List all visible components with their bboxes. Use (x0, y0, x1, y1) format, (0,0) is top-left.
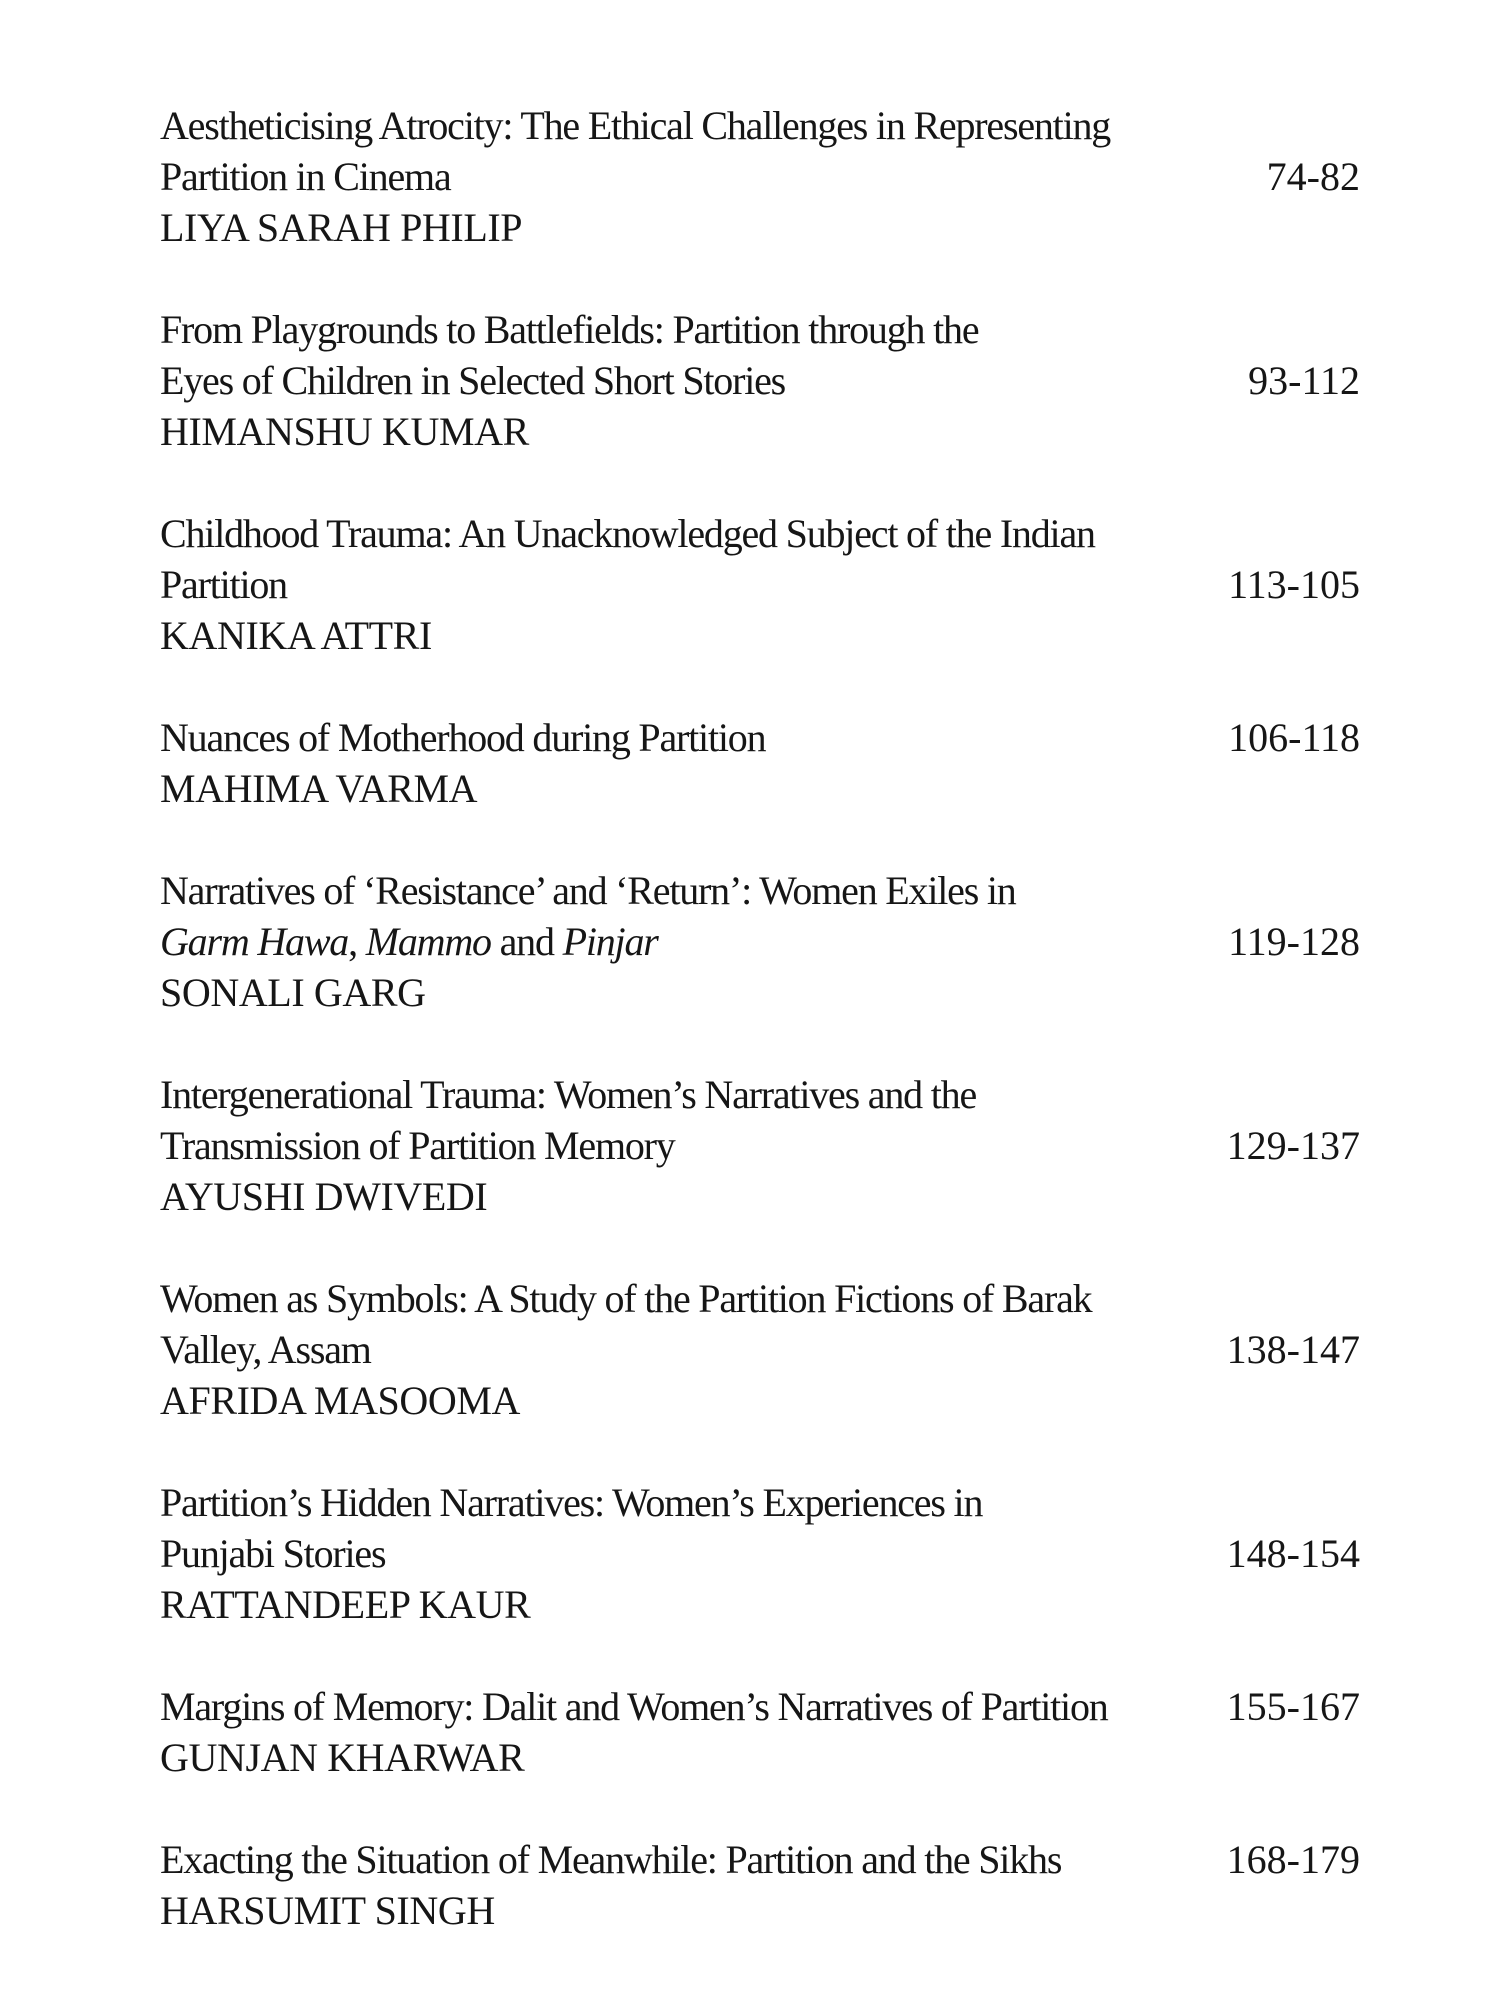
film-title: Garm Hawa (160, 919, 349, 964)
film-title: Pinjar (562, 919, 658, 964)
toc-entry (160, 1069, 1360, 1222)
toc-entry (160, 1681, 1360, 1783)
entry-author: AFRIDA MASOOMA (160, 1378, 521, 1423)
entry-title-line: Punjabi Stories (160, 1531, 386, 1576)
entry-author: SONALI GARG (160, 970, 426, 1015)
entry-title-line: Partition in Cinema (160, 154, 451, 199)
entry-title-line (160, 916, 1360, 967)
entry-page-range: 106-118 (1228, 715, 1360, 760)
entry-title-line: Women as Symbols: A Study of the Partition Fictions of Barak (160, 1276, 1092, 1321)
entry-author: MAHIMA VARMA (160, 766, 478, 811)
entry-author: LIYA SARAH PHILIP (160, 205, 523, 250)
toc-entry (160, 865, 1360, 1018)
entry-title-line: From Playgrounds to Battlefields: Partition through the (160, 307, 979, 352)
entry-title-line: Nuances of Motherhood during Partition (160, 715, 766, 760)
entry-page-range: 129-137 (1226, 1123, 1360, 1168)
entry-author: AYUSHI DWIVEDI (160, 1174, 488, 1219)
toc-entry (160, 100, 1360, 253)
entry-title-line: Partition’s Hidden Narratives: Women’s Experiences in (160, 1480, 983, 1525)
title-conjunction: and (490, 919, 563, 964)
entry-author: HARSUMIT SINGH (160, 1888, 495, 1933)
entry-title-line: Partition (160, 562, 287, 607)
entry-author: GUNJAN KHARWAR (160, 1735, 525, 1780)
entry-page-range: 119-128 (1228, 919, 1360, 964)
entry-page-range: 155-167 (1226, 1684, 1360, 1729)
toc-entry (160, 1477, 1360, 1630)
entry-page-range: 93-112 (1248, 358, 1360, 403)
entry-page-range: 148-154 (1226, 1531, 1360, 1576)
entry-title-line: Eyes of Children in Selected Short Stories (160, 358, 786, 403)
entry-title-line: Margins of Memory: Dalit and Women’s Narratives of Partition (160, 1684, 1108, 1729)
toc-entry (160, 304, 1360, 457)
entry-title-line: Narratives of ‘Resistance’ and ‘Return’: Women Exiles in (160, 868, 1016, 913)
entry-title-line: Aestheticising Atrocity: The Ethical Challenges in Representing (160, 103, 1111, 148)
entry-title-line: Childhood Trauma: An Unacknowledged Subject of the Indian (160, 511, 1095, 556)
entry-author: KANIKA ATTRI (160, 613, 432, 658)
entry-page-range: 168-179 (1226, 1837, 1360, 1882)
entry-title-line: Intergenerational Trauma: Women’s Narratives and the (160, 1072, 976, 1117)
entry-page-range: 138-147 (1226, 1327, 1360, 1372)
film-title: Mammo (365, 919, 491, 964)
toc-entry (160, 1273, 1360, 1426)
title-separator: , (348, 919, 366, 964)
entry-title-line: Transmission of Partition Memory (160, 1123, 675, 1168)
entry-title-line: Valley, Assam (160, 1327, 371, 1372)
toc-entry (160, 508, 1360, 661)
entry-title-line: Exacting the Situation of Meanwhile: Partition and the Sikhs (160, 1837, 1062, 1882)
toc-entry (160, 712, 1360, 814)
entry-page-range: 113-105 (1228, 562, 1360, 607)
entry-author: RATTANDEEP KAUR (160, 1582, 531, 1627)
toc-entry (160, 1834, 1360, 1936)
entry-author: HIMANSHU KUMAR (160, 409, 529, 454)
entry-page-range: 74-82 (1266, 154, 1360, 199)
